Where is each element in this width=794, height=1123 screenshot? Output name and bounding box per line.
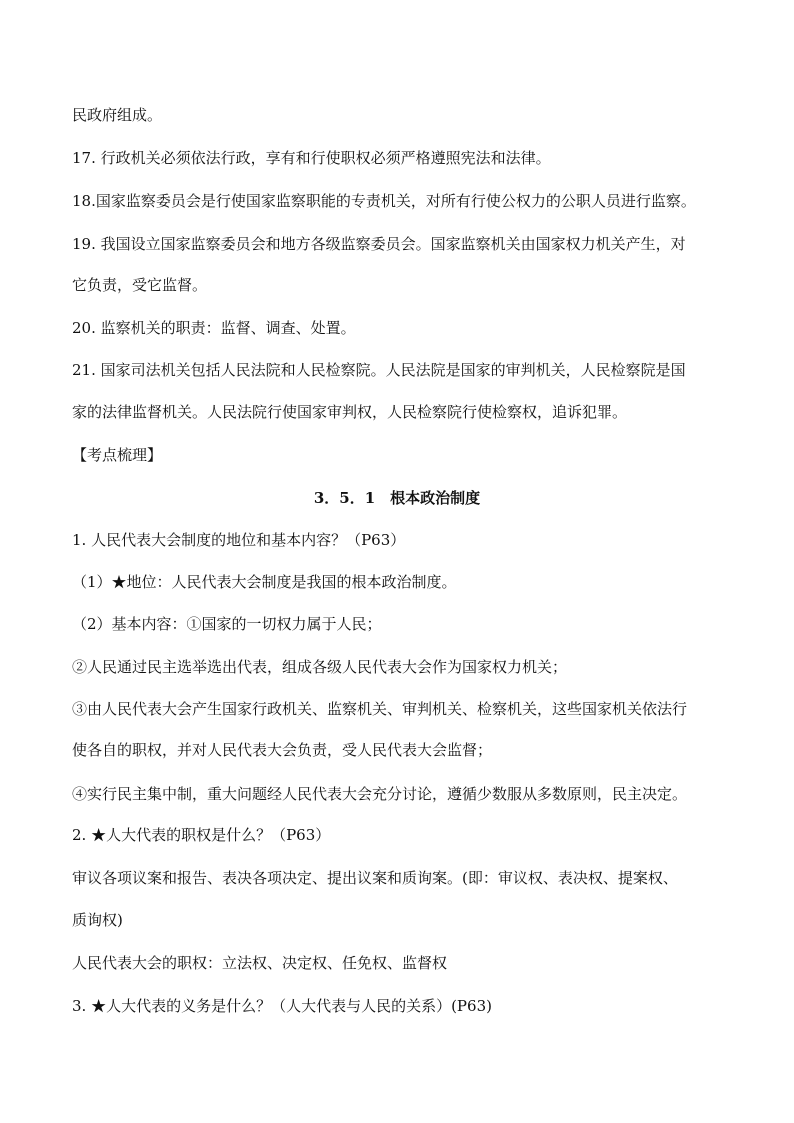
paragraph-line: 民政府组成。 <box>72 106 163 124</box>
question-line: 2. ★人大代表的职权是什么？（P63） <box>72 826 331 844</box>
paragraph-line: （2）基本内容：①国家的一切权力属于人民； <box>72 615 382 633</box>
paragraph-line: 它负责，受它监督。 <box>72 276 208 294</box>
paragraph-line: 质询权) <box>72 911 123 929</box>
paragraph-line: ②人民通过民主选举选出代表，组成各级人民代表大会作为国家权力机关； <box>72 658 568 676</box>
paragraph-line: 审议各项议案和报告、表决各项决定、提出议案和质询案。(即：审议权、表决权、提案权、 <box>72 869 678 887</box>
paragraph-line: 使各自的职权，并对人民代表大会负责，受人民代表大会监督； <box>72 741 493 759</box>
paragraph-line: 人民代表大会的职权：立法权、决定权、任免权、监督权 <box>72 954 448 972</box>
paragraph-line: ④实行民主集中制，重大问题经人民代表大会充分讨论，遵循少数服从多数原则，民主决定。 <box>72 785 688 803</box>
paragraph-line: 18.国家监察委员会是行使国家监察职能的专责机关，对所有行使公权力的公职人员进行监察。 <box>72 192 696 210</box>
paragraph-line: 19. 我国设立国家监察委员会和地方各级监察委员会。国家监察机关由国家权力机关产生，对 <box>72 235 686 253</box>
paragraph-line: 17. 行政机关必须依法行政，享有和行使职权必须严格遵照宪法和法律。 <box>72 149 551 167</box>
paragraph-line: 家的法律监督机关。人民法院行使国家审判权，人民检察院行使检察权，追诉犯罪。 <box>72 403 628 421</box>
question-line: 3. ★人大代表的义务是什么？（人大代表与人民的关系）(P63) <box>72 997 492 1015</box>
paragraph-line: 20. 监察机关的职责：监督、调查、处置。 <box>72 319 356 337</box>
paragraph-line: ③由人民代表大会产生国家行政机关、监察机关、审判机关、检察机关，这些国家机关依法行 <box>72 700 688 718</box>
section-label: 【考点梳理】 <box>72 446 163 464</box>
paragraph-line: 21. 国家司法机关包括人民法院和人民检察院。人民法院是国家的审判机关，人民检察院是国 <box>72 361 686 379</box>
question-line: 1. 人民代表大会制度的地位和基本内容？（P63） <box>72 531 406 549</box>
section-heading: 3．5．1 根本政治制度 <box>313 489 481 507</box>
paragraph-line: （1）★地位：人民代表大会制度是我国的根本政治制度。 <box>72 573 457 591</box>
